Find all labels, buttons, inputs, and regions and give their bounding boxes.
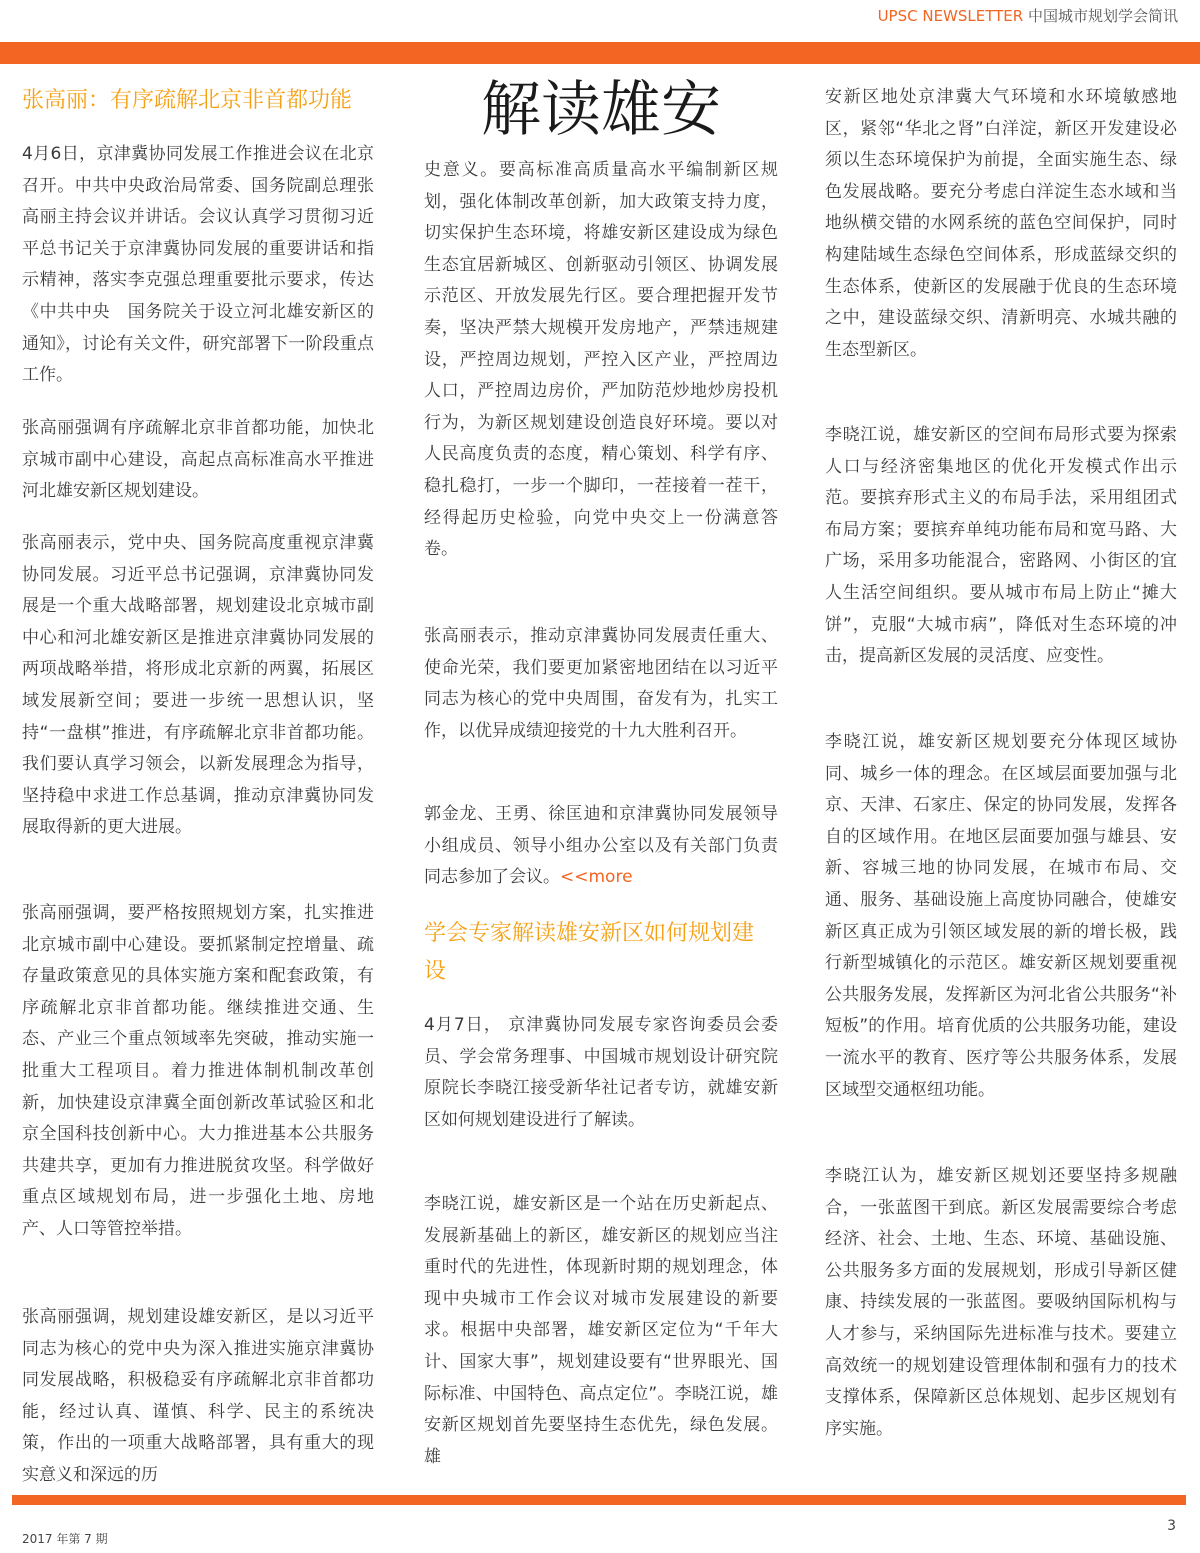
article1-paragraph-5: 张高丽强调，规划建设雄安新区，是以习近平同志为核心的党中央为深入推进实施京津冀协同发展战略，积极稳妥有序疏解北京非首都功能，经过认真、谨慎、科学、民主的系统决策，作出的一项重大战略部署，具有重大的现实意义和深远的历 [22, 1307, 374, 1485]
article2-paragraph-3: 李晓江说，雄安新区的空间布局形式要为探索人口与经济密集地区的优化开发模式作出示范。要摈弃形式主义的布局手法，采用组团式布局方案；要摈弃单纯功能布局和宽马路、大广场，采用多功能混合，密路网、小街区的宜人生活空间组织。要从城市布局上防止“摊大饼”，克服“大城市病”，降低对生态环境的冲击，提高新区发展的灵活度、应变性。 [825, 425, 1177, 667]
article2-paragraph-4: 李晓江说，雄安新区规划要充分体现区域协同、城乡一体的理念。在区域层面要加强与北京、天津、石家庄、保定的协同发展，发挥各自的区域作用。在地区层面要加强与雄县、安新、容城三地的协同发展，在城市布局、交通、服务、基础设施上高度协同融合，使雄安新区真正成为引领区域发展的新的增长极，践行新型城镇化的示范区。雄安新区规划要重视公共服务发展，发挥新区为河北省公共服务“补短板”的作用。培育优质的公共服务功能，建设一流水平的教育、医疗等公共服务体系，发展区域型交通枢纽功能。 [825, 732, 1177, 1100]
article2-heading [424, 915, 778, 991]
top-accent-bar [0, 42, 1200, 64]
article2-paragraph-2-continued: 安新区地处京津冀大气环境和水环境敏感地区，紧邻“华北之肾”白洋淀，新区开发建设必须以生态环境保护为前提，全面实施生态、绿色发展战略。要充分考虑白洋淀生态水域和当地纵横交错的水网系统的蓝色空间保护，同时构建陆域生态绿色空间体系，形成蓝绿交织的生态体系，使新区的发展融于优良的生态环境之中，建设蓝绿交织、清新明亮、水城共融的生态型新区。 [825, 87, 1177, 360]
article1-paragraph-5-continued: 史意义。要高标准高质量高水平编制新区规划，强化体制改革创新，加大政策支持力度，切实保护生态环境，将雄安新区建设成为绿色生态宜居新城区、创新驱动引领区、协调发展示范区、开放发展先行区。要合理把握开发节奏，坚决严禁大规模开发房地产，严禁违规建设，严控周边规划，严控入区产业，严控周边人口，严控周边房价，严加防范炒地炒房投机行为，为新区规划建设创造良好环境。要以对人民高度负责的态度，精心策划、科学有序、稳扎稳打，一步一个脚印，一茬接着一茬干，经得起历史检验，向党中央交上一份满意答卷。 [424, 160, 778, 560]
article1-paragraph-4: 张高丽强调，要严格按照规划方案，扎实推进北京城市副中心建设。要抓紧制定控增量、疏存量政策意见的具体实施方案和配套政策，有序疏解北京非首都功能。继续推进交通、生态、产业三个重点领域率先突破，推动实施一批重大工程项目。着力推进体制机制改革创新，加快建设京津冀全面创新改革试验区和北京全国科技创新中心。大力推进基本公共服务共建共享，更加有力推进脱贫攻坚。科学做好重点区域规划布局，进一步强化土地、房地产、人口等管控举措。 [22, 903, 374, 1239]
more-link[interactable]: <<more [560, 867, 633, 888]
article2-paragraph-5: 李晓江认为，雄安新区规划还要坚持多规融合，一张蓝图干到底。新区发展需要综合考虑经济、社会、土地、生态、环境、基础设施、公共服务多方面的发展规划，形成引导新区健康、持续发展的一张蓝图。要吸纳国际机构与人才参与，采纳国际先进标准与技术。要建立高效统一的规划建设管理体制和强有力的技术支撑体系，保障新区总体规划、起步区规划有序实施。 [825, 1166, 1177, 1439]
article2-heading-line-2: 设 [424, 959, 447, 984]
article2-heading-line-1: 学会专家解读雄安新区如何规划建 [424, 921, 755, 946]
article1-paragraph-6: 张高丽表示，推动京津冀协同发展责任重大、使命光荣，我们要更加紧密地团结在以习近平同志为核心的党中央周围，奋发有为，扎实工作，以优异成绩迎接党的十九大胜利召开。 [424, 626, 778, 741]
page-title: 解读雄安 [481, 75, 721, 145]
issue-label: 2017 年第 7 期 [22, 1532, 108, 1546]
article1-paragraph-1: 4月6日，京津冀协同发展工作推进会议在北京召开。中共中央政治局常委、国务院副总理张高丽主持会议并讲话。会议认真学习贯彻习近平总书记关于京津冀协同发展的重要讲话和指示精神，落实李克强总理重要批示要求，传达《中共中央 国务院关于设立河北雄安新区的通知》，讨论有关文件，研究部署下一阶段重点工作。 [22, 144, 374, 386]
article1-paragraph-2: 张高丽强调有序疏解北京非首都功能，加快北京城市副中心建设，高起点高标准高水平推进河北雄安新区规划建设。 [22, 418, 374, 502]
article1-paragraph-3: 张高丽表示，党中央、国务院高度重视京津冀协同发展。习近平总书记强调，京津冀协同发展是一个重大战略部署，规划建设北京城市副中心和河北雄安新区是推进京津冀协同发展的两项战略举措，将形成北京新的两翼，拓展区域发展新空间；要进一步统一思想认识，坚持“一盘棋”推进，有序疏解北京非首都功能。我们要认真学习领会，以新发展理念为指导，坚持稳中求进工作总基调，推动京津冀协同发展取得新的更大进展。 [22, 533, 374, 838]
article1-heading: 张高丽：有序疏解北京非首都功能 [22, 88, 353, 113]
masthead [878, 6, 1178, 26]
article2-paragraph-2: 李晓江说，雄安新区是一个站在历史新起点、发展新基础上的新区，雄安新区的规划应当注重时代的先进性，体现新时期的规划理念，体现中央城市工作会议对城市发展建设的新要求。根据中央部署，雄安新区定位为“千年大计、国家大事”，规划建设要有“世界眼光、国际标准、中国特色、高点定位”。李晓江说，雄安新区规划首先要坚持生态优先，绿色发展。雄 [424, 1194, 778, 1467]
article1-paragraph-7-text: 郭金龙、王勇、徐匡迪和京津冀协同发展领导小组成员、领导小组办公室以及有关部门负责同志参加了会议。 [424, 804, 778, 888]
article1-paragraph-7 [424, 799, 778, 895]
bottom-accent-bar [12, 1495, 1186, 1505]
page-number: 3 [1167, 1518, 1176, 1534]
masthead-brand: UPSC NEWSLETTER [877, 7, 1024, 25]
article2-paragraph-1: 4月7日， 京津冀协同发展专家咨询委员会委员、学会常务理事、中国城市规划设计研究院原院长李晓江接受新华社记者专访，就雄安新区如何规划建设进行了解读。 [424, 1015, 778, 1130]
masthead-subtitle: 中国城市规划学会简讯 [1027, 7, 1178, 25]
